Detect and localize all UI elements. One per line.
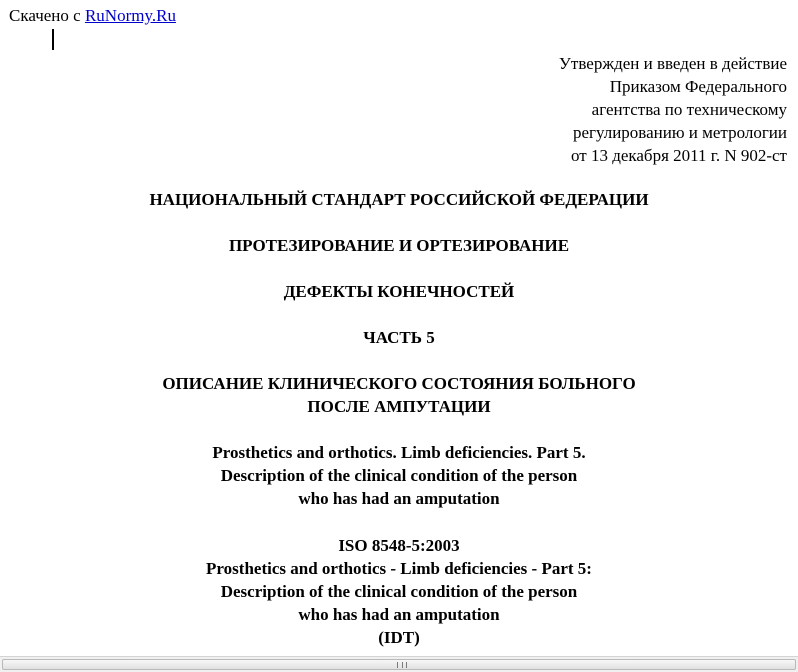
iso-reference-line: Description of the clinical condition of the person xyxy=(220,582,578,601)
english-title xyxy=(0,441,798,510)
standard-title xyxy=(0,188,798,211)
text-cursor xyxy=(52,29,54,50)
iso-reference-line: who has had an amputation xyxy=(298,605,500,624)
source-line xyxy=(9,6,176,26)
iso-reference-line: Prosthetics and orthotics - Limb deficiencies - Part 5: xyxy=(206,559,592,578)
iso-reference xyxy=(0,534,798,649)
source-link[interactable]: RuNormy.Ru xyxy=(84,6,176,25)
part-heading xyxy=(0,326,798,349)
source-prefix: Скачено с xyxy=(9,6,85,25)
english-title-line: who has had an amputation xyxy=(298,489,500,508)
topic-heading-text: ДЕФЕКТЫ КОНЕЧНОСТЕЙ xyxy=(283,282,515,301)
topic-heading xyxy=(0,280,798,303)
iso-reference-line: ISO 8548-5:2003 xyxy=(338,536,460,555)
approval-line: агентства по техническому xyxy=(591,100,787,119)
subject-heading-text: ПРОТЕЗИРОВАНИЕ И ОРТЕЗИРОВАНИЕ xyxy=(228,236,570,255)
grip-icon xyxy=(397,662,407,668)
part-heading-text: ЧАСТЬ 5 xyxy=(363,328,435,347)
document-name-line: ПОСЛЕ АМПУТАЦИИ xyxy=(307,397,491,416)
approval-line: от 13 декабря 2011 г. N 902-ст xyxy=(570,146,787,165)
approval-line: Утвержден и введен в действие xyxy=(558,54,787,73)
subject-heading xyxy=(0,234,798,257)
english-title-line: Description of the clinical condition of the person xyxy=(220,466,578,485)
horizontal-scrollbar[interactable] xyxy=(0,656,798,672)
iso-reference-line: (IDT) xyxy=(378,628,420,647)
scrollbar-thumb[interactable] xyxy=(2,659,796,670)
document-name-line: ОПИСАНИЕ КЛИНИЧЕСКОГО СОСТОЯНИЯ БОЛЬНОГО xyxy=(162,374,636,393)
approval-line: Приказом Федерального xyxy=(609,77,787,96)
approval-line: регулированию и метрологии xyxy=(572,123,787,142)
english-title-line: Prosthetics and orthotics. Limb deficiencies. Part 5. xyxy=(212,443,586,462)
document-name xyxy=(0,372,798,418)
approval-block xyxy=(427,52,787,167)
standard-title-text: НАЦИОНАЛЬНЫЙ СТАНДАРТ РОССИЙСКОЙ ФЕДЕРАЦИИ xyxy=(149,190,649,209)
